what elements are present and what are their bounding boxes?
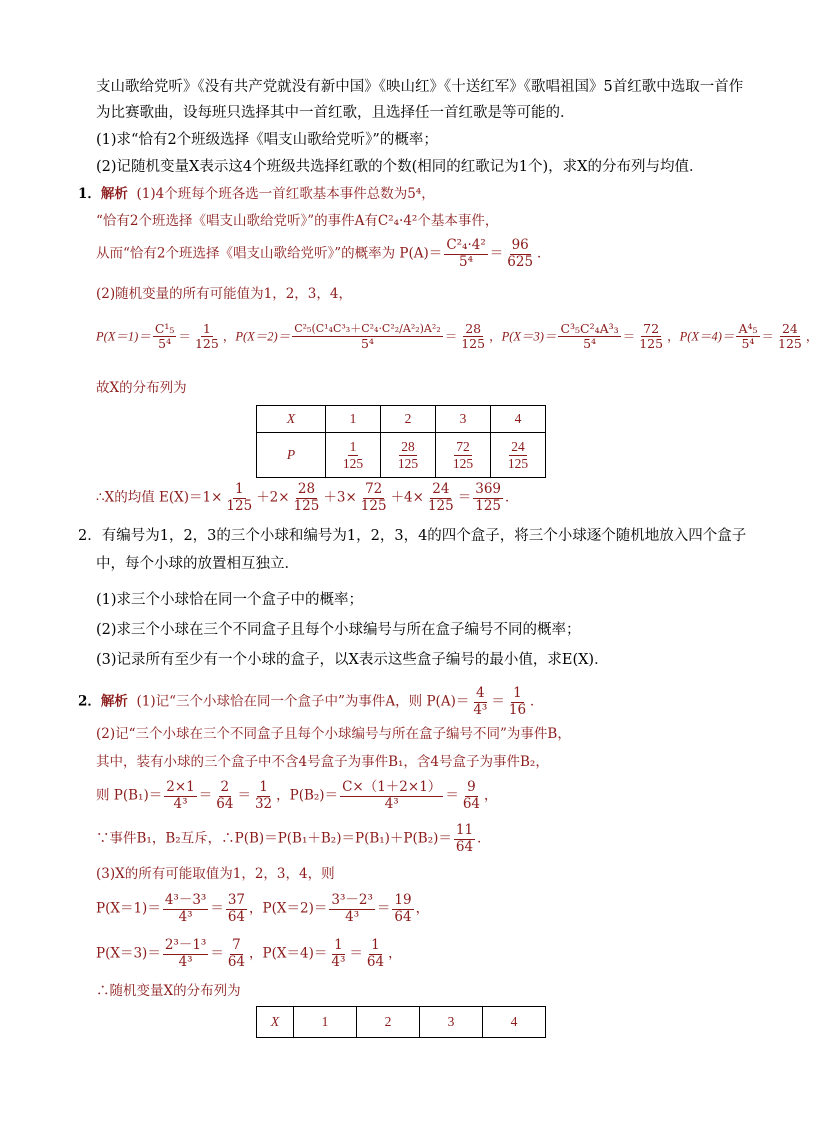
fraction [292,482,322,514]
s2-head: 解析 [100,693,128,710]
numerator: 2³－1³ [164,937,207,953]
denominator: 16 [508,701,527,718]
numerator: 24 [511,438,525,454]
table-cell: 3 [420,1007,483,1038]
q1-intro-line2: 为比赛歌曲，设每班只选择其中一首红歌，且选择任一首红歌是等可能的． [96,105,575,121]
fraction [473,482,503,514]
px3-lhs: P(X＝3)＝ [96,945,161,962]
s2-heading: 2．解析 (1)记“三个小球恰在同一个盒子中”为事件A，则 P(A)＝ $\frac{4}{\text{4³}}$ ＝ $\frac{1}{16}$ ． [78,685,544,718]
fraction [392,893,413,925]
fraction [505,238,535,270]
numerator: 1 [334,937,343,953]
fraction [459,322,487,352]
table-cell: 4 [491,406,546,433]
denominator: 125 [194,336,219,352]
denominator: 125 [475,497,502,514]
fraction [558,322,620,352]
numerator: 11 [455,822,474,838]
fraction [506,439,530,471]
numerator: 1 [202,321,211,336]
numerator: 3³－2³ [331,892,373,908]
denominator: 4³ [473,701,488,718]
s2-line6: (3)X的所有可能取值为1，2，3，4，则 [96,866,335,882]
x-label: X [286,411,296,426]
fraction [163,893,209,925]
numerator: 4³－3³ [164,892,207,908]
table-cell [326,433,381,478]
numerator: 2 [220,779,230,795]
numerator: 28 [297,481,316,497]
fraction [340,780,443,812]
s1-head: 解析 [100,186,128,202]
x-label: X [270,1014,280,1029]
s2-line9: ∴随机变量X的分布列为 [96,983,241,999]
fraction [461,780,482,812]
table-cell: 1 [294,1007,357,1038]
fraction [471,686,489,718]
s2-line8: P(X＝3)＝ $\frac{\text{2³－1³}}{\text{4³}}$ ＝ $\frac{7}{64}$ ，P(X＝4)＝ $\frac{1}{\text{4³}}$ ＝ $\frac{1}{64}$ ， [96,937,402,970]
p4-lhs: P(X＝4)＝ [679,329,735,344]
numerator: 37 [227,892,246,908]
s2-line5: ∵事件B₁，B₂互斥，∴P(B)＝P(B₁＋B₂)＝P(B₁)＋P(B₂)＝ $\frac{11}{64}$ ． [96,822,491,855]
denominator: 4³ [178,908,193,925]
numerator: 7 [232,937,241,953]
q1-part1: (1)求“恰有2个班级选择《唱支山歌给党听》”的概率； [96,132,438,148]
numerator: A⁴₅ [738,321,758,336]
table-header-x [257,406,326,433]
denominator: 4³ [331,953,346,970]
numerator: 72 [456,438,470,454]
operator: ＋4× [390,489,424,506]
numerator: C²₄·4² [446,237,486,253]
table-cell: 2 [381,406,436,433]
fraction [365,938,386,970]
denominator: 4³ [384,795,399,812]
q2-part3: (3)记录所有至少有一个小球的盒子，以X表示这些盒子编号的最小值，求E(X)． [96,652,609,668]
denominator: 5⁴ [459,253,474,270]
q1-part2: (2)记随机变量X表示这4个班级共选择红歌的个数(相同的红歌记为1个)，求X的分布列与均值． [96,159,704,175]
s1-heading [78,186,435,203]
s2-line3: 其中，装有小球的三个盒子中不含4号盒子为事件B₁，含4号盒子为事件B₂， [96,754,549,770]
numerator: 24 [432,481,450,497]
operator: ＝ [457,489,472,506]
denominator: 5⁴ [583,336,597,352]
numerator: 9 [467,779,476,795]
numerator: 4 [476,685,485,701]
fraction [253,780,274,812]
fraction [341,439,365,471]
numerator: 72 [643,321,660,336]
numerator: C²₅(C¹₄C³₃＋C²₄·C²₂/A²₂)A²₂ [294,321,441,335]
fraction [226,893,247,925]
numerator: 96 [511,237,529,253]
denominator: 125 [452,455,474,471]
fraction [444,238,487,270]
pb2-lhs: ，P(B₂)＝ [276,787,339,804]
denominator: 64 [394,908,412,925]
fraction [329,938,347,970]
q2-line1: 2．有编号为1，2，3的三个小球和编号为1，2，3，4的四个盒子，将三个小球逐个随机地放入四个盒子 [78,528,747,544]
fraction [396,439,420,471]
denominator: 125 [226,497,253,514]
s2-line7: P(X＝1)＝ $\frac{\text{4³－3³}}{\text{4³}}$ ＝ $\frac{37}{64}$ ，P(X＝2)＝ $\frac{\text{3³－2³}}{\text{4³}}$ ＝ $\frac{19}{64}$ ， [96,892,430,925]
numerator: 1 [349,438,357,454]
fraction [163,938,209,970]
p3-lhs: P(X＝3)＝ [501,329,557,344]
table-row [257,406,546,433]
s2-line2: (2)记“三个小球在三个不同盒子且每个小球编号与所在盒子编号不同”为事件B， [96,726,571,742]
numerator: C×（1＋2×1） [342,779,442,795]
operator: ＋3× [323,489,357,506]
table-row [257,1007,546,1038]
numerator: 19 [394,892,412,908]
s1-line1: (1)4个班每个班各选一首红歌基本事件总数为5⁴， [136,186,435,202]
fraction [736,322,759,352]
table-cell: 4 [483,1007,546,1038]
numerator: 1 [259,779,268,795]
fraction [214,780,235,812]
s2-distribution-table [256,1006,546,1038]
q1-intro-line1: 支山歌给党听》《没有共产党就没有新中国》《映山红》《十送红军》《歌唱祖国》5首红歌中选取一首作 [96,79,744,95]
fraction [292,323,443,351]
table-cell [436,433,491,478]
s1-line3-text: 从而“恰有2个班选择《唱支山歌给党听》”的概率为 P(A)＝ [96,245,443,262]
s1-line6: 故X的分布列为 [96,380,187,396]
table-row [257,433,546,478]
fraction [226,938,247,970]
fraction [776,322,804,352]
denominator: 5⁴ [360,335,374,351]
px2-lhs: ，P(X＝2)＝ [249,900,328,917]
numerator: 72 [365,481,383,497]
q2-line2: 中，每个小球的放置相互独立． [96,556,299,572]
s1-prob-line: P(X＝1)＝ $\frac{\text{C¹₅}}{\text{5⁴}}$ ＝ $\frac{1}{125}$ ，P(X＝2)＝ $\frac{\text{C²₅(C¹₄C³₃＋C²₄·C²₂/A²₂)A²₂}}{\text{5⁴}}$ ＝ $\frac{28}{125}$ ，P(X＝3)＝ $\frac{\text{C³₅C²₄A³₃}}{\text{5⁴}}$ ＝ $\frac{72}{125}$ ，P(X＝4)＝ $\frac{\text{A⁴₅}}{\text{5⁴}}$ ＝ $\frac{24}{125}$ ， [96,321,818,352]
s1-line2: “恰有2个班选择《唱支山歌给党听》”的事件A有C²₄·4²个基本事件， [96,213,499,229]
s1-line3: 从而“恰有2个班选择《唱支山歌给党听》”的概率为 P(A)＝ $\frac{\text{C²₄·4²}}{\text{5⁴}}$ ＝ $\frac{96}{625}$ ． [96,237,551,270]
px4-lhs: ，P(X＝4)＝ [249,945,328,962]
fraction [153,322,177,352]
numerator: 28 [401,438,415,454]
fraction [224,482,254,514]
table-header-p [257,433,326,478]
fraction [359,482,389,514]
numerator: 28 [465,321,482,336]
pb1-lhs: 则 P(B₁)＝ [96,787,163,804]
pb-sum: ∵事件B₁，B₂互斥，∴P(B)＝P(B₁＋B₂)＝P(B₁)＋P(B₂)＝ [96,830,452,847]
numerator: C³₅C²₄A³₃ [560,321,619,336]
denominator: 125 [342,455,364,471]
table-cell [491,433,546,478]
expectation-lhs: ∴X的均值 E(X)＝1× [96,489,223,506]
s2-line1: (1)记“三个小球恰在同一个盒子中”为事件A，则 P(A)＝ [136,693,470,710]
denominator: 64 [216,795,234,812]
s2-line4: 则 P(B₁)＝ $\frac{2\times 1}{\text{4³}}$ ＝ $\frac{2}{64}$ ＝ $\frac{1}{32}$ ，P(B₂)＝ $\frac{C\times(1+2\times 1)}{\text{4³}}$ ＝ $\frac{9}{64}$ ， [96,779,498,812]
denominator: 64 [227,908,246,925]
s1-distribution-table [256,405,546,478]
denominator: 125 [507,455,529,471]
q2-part2: (2)求三个小球在三个不同盒子且每个小球编号与所在盒子编号不同的概率； [96,622,581,638]
denominator: 4³ [345,908,360,925]
table-cell [381,433,436,478]
denominator: 5⁴ [158,336,172,352]
operator: ． [505,489,519,506]
fraction [329,893,375,925]
fraction [637,322,665,352]
operator: ＋2× [256,489,290,506]
fraction [164,780,197,812]
fraction [454,823,475,855]
denominator: 32 [254,795,273,812]
numerator: 1 [513,685,522,701]
s2-number: 2． [78,693,101,710]
px1-lhs: P(X＝1)＝ [96,900,161,917]
fraction [507,686,528,718]
q2-part1: (1)求三个小球恰在同一个盒子中的概率； [96,592,364,608]
numerator: 2×1 [166,779,195,795]
fraction [451,439,475,471]
numerator: 24 [781,321,798,336]
denominator: 125 [293,497,320,514]
fraction [193,322,221,352]
numerator: C¹₅ [154,321,175,336]
numerator: 1 [235,481,244,497]
denominator: 125 [639,336,664,352]
denominator: 64 [227,953,246,970]
denominator: 64 [455,838,474,855]
denominator: 125 [427,497,454,514]
denominator: 125 [461,336,486,352]
numerator: 1 [371,937,380,953]
numerator: 369 [475,481,502,497]
denominator: 64 [366,953,385,970]
fraction [426,482,456,514]
denominator: 4³ [173,795,188,812]
denominator: 125 [397,455,419,471]
table-header-x [257,1007,294,1038]
p1-lhs: P(X＝1)＝ [96,329,151,344]
s1-expectation [96,482,519,514]
table-cell: 2 [357,1007,420,1038]
p-label: P [286,447,296,462]
s1-number: 1． [78,186,101,202]
denominator: 125 [778,336,802,352]
denominator: 5⁴ [741,336,755,352]
denominator: 125 [360,497,387,514]
table-cell: 1 [326,406,381,433]
denominator: 625 [507,253,534,270]
p2-lhs: P(X＝2)＝ [235,329,291,344]
denominator: 4³ [178,953,193,970]
table-cell: 3 [436,406,491,433]
s1-line4: (2)随机变量的所有可能值为1，2，3，4， [96,286,352,302]
denominator: 64 [462,795,480,812]
